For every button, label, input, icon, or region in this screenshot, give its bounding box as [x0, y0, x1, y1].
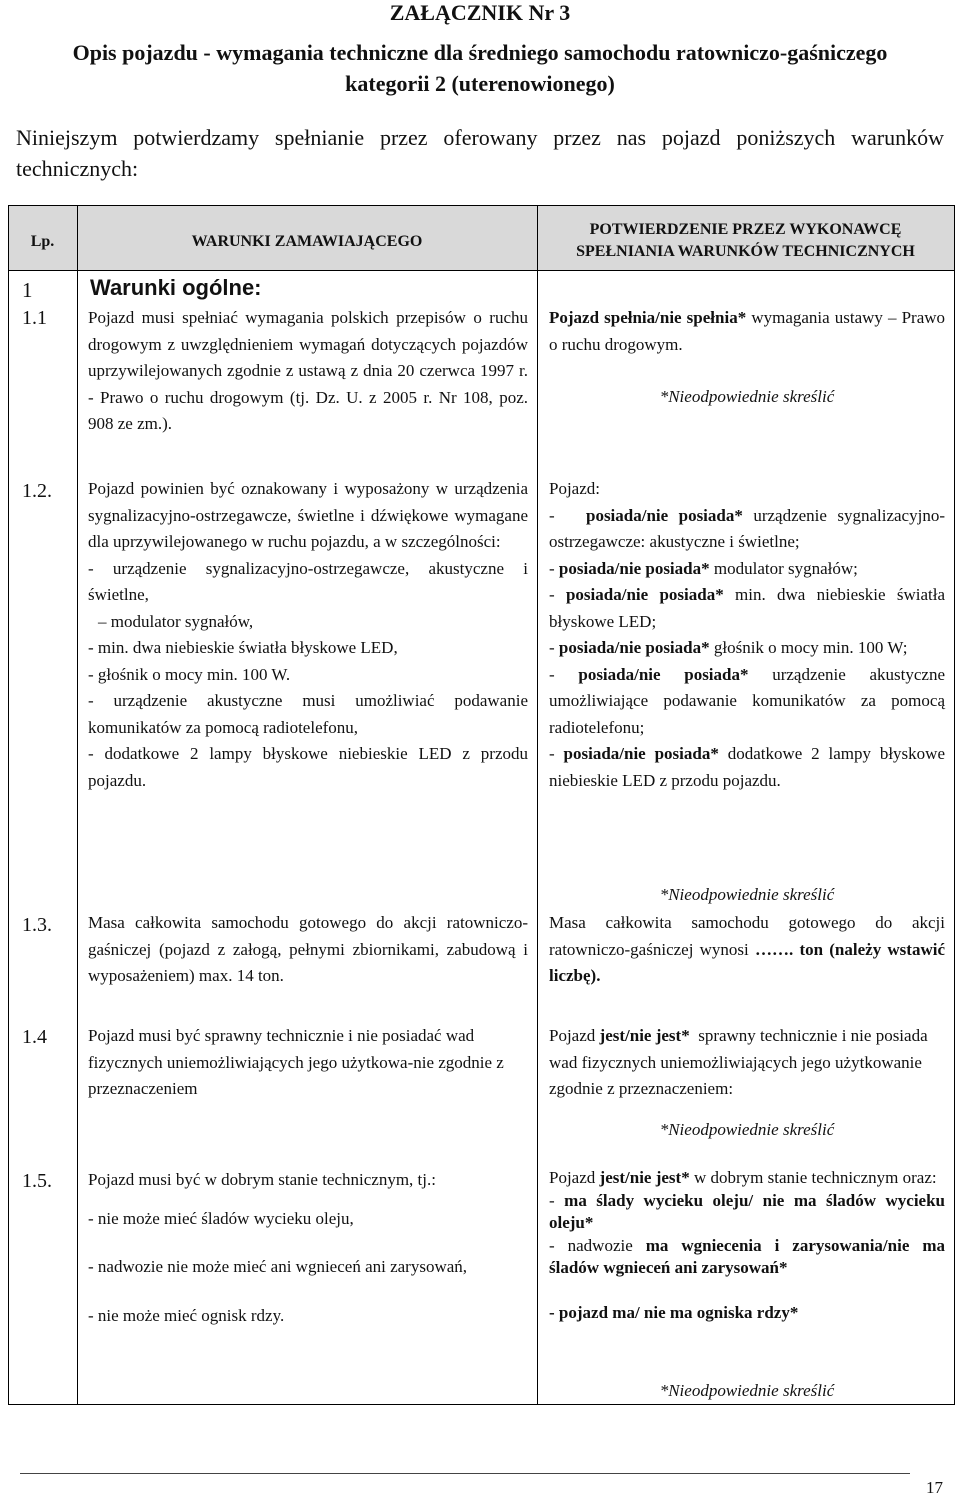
row-1-2-c-c-choice: posiada/nie posiada* — [565, 585, 724, 604]
header-warunki: WARUNKI ZAMAWIAJĄCEGO — [191, 233, 423, 250]
footer-rule — [20, 1473, 910, 1474]
row-1-2-c-head: Pojazd: — [549, 479, 600, 498]
row-1-2-c-c — [549, 582, 945, 635]
row-1-5-number: 1.5. — [22, 1170, 52, 1192]
row-1-5-req-intro: Pojazd musi być w dobrym stanie technicznym, tj.: — [88, 1170, 436, 1189]
row-1-5-c-b-choice: ma wgniecenia i zarysowania/nie ma śladów wgnieceń ani zarysowań* — [549, 1235, 945, 1277]
row-1-1-number: 1.1 — [22, 307, 47, 329]
row-1-3-requirement: Masa całkowita samochodu gotowego do akcji ratowniczo-gaśniczej (pojazd z załogą, pełnymi zbiornikami, zabudową i wyposażeniem) max. 14 ton. — [88, 913, 528, 985]
row-1-1-prefix: Pojazd — [549, 308, 600, 327]
lp-column-divider — [77, 205, 78, 1405]
subtitle-line-1: Opis pojazdu - wymagania techniczne dla średniego samochodu ratowniczo-gaśniczego — [72, 40, 888, 65]
row-1-5-note: *Nieodpowiednie skreślić — [659, 1381, 835, 1400]
document-title: ZAŁĄCZNIK Nr 3 — [389, 0, 571, 25]
row-1-5-c-b — [549, 1235, 945, 1280]
row-1-4-choice: jest/nie jest* — [599, 1026, 690, 1045]
document-subtitle — [0, 37, 960, 99]
row-1-5-c-a — [549, 1190, 945, 1235]
row-1-2-note: *Nieodpowiednie skreślić — [659, 885, 835, 904]
header-lp: Lp. — [30, 233, 55, 250]
row-1-2-c-c-dash: - — [549, 585, 555, 604]
row-1-5-c-c: - pojazd ma/ nie ma ogniska rdzy* — [549, 1302, 799, 1322]
row-1-2-c-e — [549, 662, 945, 742]
row-1-2-req-c: - min. dwa niebieskie światła błyskowe LED, — [88, 638, 398, 657]
row-1-5-req-c: - nie może mieć ognisk rdzy. — [88, 1305, 285, 1325]
row-1-4-rest: sprawny technicznie i nie posiada wad fizycznych uniemożliwiających jego użytkowanie zgodnie z przeznaczeniem: — [549, 1026, 928, 1098]
row-1-2-c-f-dash: - — [549, 744, 555, 763]
row-1-4-requirement: Pojazd musi być sprawny technicznie i nie posiadać wad fizycznych uniemożliwiających jego użytkowa-nie zgodnie z przeznaczeniem — [88, 1026, 504, 1098]
row-1-2-c-c-rest: min. dwa niebieskie światła błyskowe LED; — [549, 585, 945, 631]
row-1-4-note: *Nieodpowiednie skreślić — [659, 1120, 835, 1139]
table-right-border — [954, 205, 955, 1405]
row-1-5-requirement — [88, 1167, 528, 1329]
row-1-4-prefix: Pojazd — [549, 1026, 596, 1045]
row-1-2-c-b — [549, 556, 945, 583]
section-1-number: 1 — [22, 278, 33, 302]
row-1-2-c-b-choice: posiada/nie posiada* — [558, 558, 710, 578]
row-1-5-prefix: Pojazd — [549, 1168, 596, 1187]
row-1-5-req-a: - nie może mieć śladów wycieku oleju, — [88, 1208, 354, 1228]
row-1-2-confirmation — [549, 476, 945, 794]
row-1-1-requirement: Pojazd musi spełniać wymagania polskich przepisów o ruchu drogowym z uwzględnieniem wymagań dotyczących pojazdów uprzywilejowanych zgodnie z ustawą z dnia 20 czerwca 1997 r. - Prawo o ruchu drogowym (tj. Dz. U. z 2005 r. Nr 108, poz. 908 ze zm.). — [88, 308, 528, 433]
row-1-3-c-plain: Masa całkowita samochodu gotowego do akcji ratowniczo-gaśniczej wynosi — [549, 913, 945, 959]
row-1-2-c-d-rest: głośnik o mocy min. 100 W; — [713, 638, 908, 657]
row-1-5-confirmation — [549, 1167, 945, 1324]
row-1-2-req-b: – modulator sygnałów, — [98, 611, 254, 631]
requirements-column-divider — [537, 205, 538, 1405]
header-bottom-border — [8, 270, 955, 271]
row-1-2-c-a — [549, 503, 945, 556]
row-1-2-c-a-rest: urządzenie sygnalizacyjno-ostrzegawcze: akustyczne i świetlne; — [549, 505, 945, 551]
row-1-1-note: *Nieodpowiednie skreślić — [659, 387, 835, 406]
row-1-2-c-b-rest: modulator sygnałów; — [713, 558, 858, 578]
row-1-5-req-b: - nadwozie nie może mieć ani wgnieceń ani zarysowań, — [88, 1257, 468, 1276]
row-1-2-c-d-choice: posiada/nie posiada* — [558, 638, 710, 657]
row-1-2-c-f — [549, 741, 945, 794]
row-1-1-choice: spełnia/nie spełnia* — [604, 308, 747, 327]
row-1-2-req-a: - urządzenie sygnalizacyjno-ostrzegawcze, akustyczne i świetlne, — [88, 558, 528, 604]
row-1-1-confirmation — [549, 305, 945, 411]
row-1-5-c-a-choice: ma ślady wycieku oleju/ nie ma śladów wycieku oleju* — [549, 1190, 945, 1232]
row-1-2-req-e: - urządzenie akustyczne musi umożliwiać podawanie komunikatów za pomocą radiotelefonu, — [88, 691, 528, 737]
row-1-1-confirmation-text — [549, 305, 945, 358]
row-1-2-c-e-choice: posiada/nie posiada* — [578, 664, 749, 684]
row-1-2-c-e-rest: urządzenie akustyczne umożliwiające podawanie komunikatów za pomocą radiotelefonu; — [549, 664, 946, 737]
row-1-2-req-f: - dodatkowe 2 lampy błyskowe niebieskie LED z przodu pojazdu. — [88, 744, 528, 790]
row-1-2-c-f-rest: dodatkowe 2 lampy błyskowe niebieskie LED z przodu pojazdu. — [549, 744, 945, 790]
row-1-5-c-b-plain: - nadwozie — [549, 1235, 633, 1255]
row-1-2-requirement — [88, 476, 528, 794]
table-top-border — [8, 205, 955, 206]
row-1-2-req-intro: Pojazd powinien być oznakowany i wyposażony w urządzenia sygnalizacyjno-ostrzegawcze, świetlne i dźwiękowe wymagane dla uprzywilejowanego w ruchu pojazdu, a w szczególności: — [88, 479, 528, 551]
row-1-3-c-fill: ……. ton (należy wstawić liczbę). — [549, 939, 946, 985]
row-1-4-number: 1.4 — [22, 1026, 47, 1048]
row-1-5-rest: w dobrym stanie technicznym oraz: — [693, 1168, 937, 1187]
row-1-3-confirmation — [549, 910, 945, 990]
row-1-4-confirmation — [549, 1023, 945, 1103]
row-1-2-c-d-dash: - — [549, 638, 555, 657]
row-1-2-number: 1.2. — [22, 480, 52, 502]
row-1-2-c-e-dash: - — [549, 664, 555, 684]
row-1-4-confirmation-text — [549, 1023, 945, 1103]
row-1-2-req-d: - głośnik o mocy min. 100 W. — [88, 664, 291, 684]
row-1-2-c-a-dash: - — [549, 505, 555, 525]
row-1-5-c-head — [549, 1167, 945, 1190]
page-number: 17 — [926, 1478, 943, 1497]
row-1-2-c-b-dash: - — [549, 558, 555, 578]
intro-paragraph: Niniejszym potwierdzamy spełnianie przez oferowany przez nas pojazd poniższych warunków technicznych: — [16, 125, 944, 181]
row-1-3-number: 1.3. — [22, 914, 52, 936]
header-potwierdzenie — [537, 219, 954, 263]
row-1-2-c-a-choice: posiada/nie posiada* — [585, 505, 743, 525]
header-potwierdzenie-line-2: SPEŁNIANIA WARUNKÓW TECHNICZNYCH — [576, 243, 915, 260]
row-1-1-rest: wymagania ustawy – Prawo o ruchu drogowym. — [549, 308, 946, 354]
subtitle-line-2: kategorii 2 (uterenowionego) — [345, 71, 615, 96]
section-1-title: Warunki ogólne: — [90, 275, 262, 300]
table-left-border — [8, 205, 9, 1405]
header-potwierdzenie-line-1: POTWIERDZENIE PRZEZ WYKONAWCĘ — [589, 221, 902, 238]
row-1-5-c-a-dash: - — [549, 1190, 555, 1210]
row-1-2-c-f-choice: posiada/nie posiada* — [563, 744, 719, 763]
row-1-5-choice: jest/nie jest* — [599, 1168, 690, 1187]
row-1-2-c-d — [549, 635, 945, 662]
